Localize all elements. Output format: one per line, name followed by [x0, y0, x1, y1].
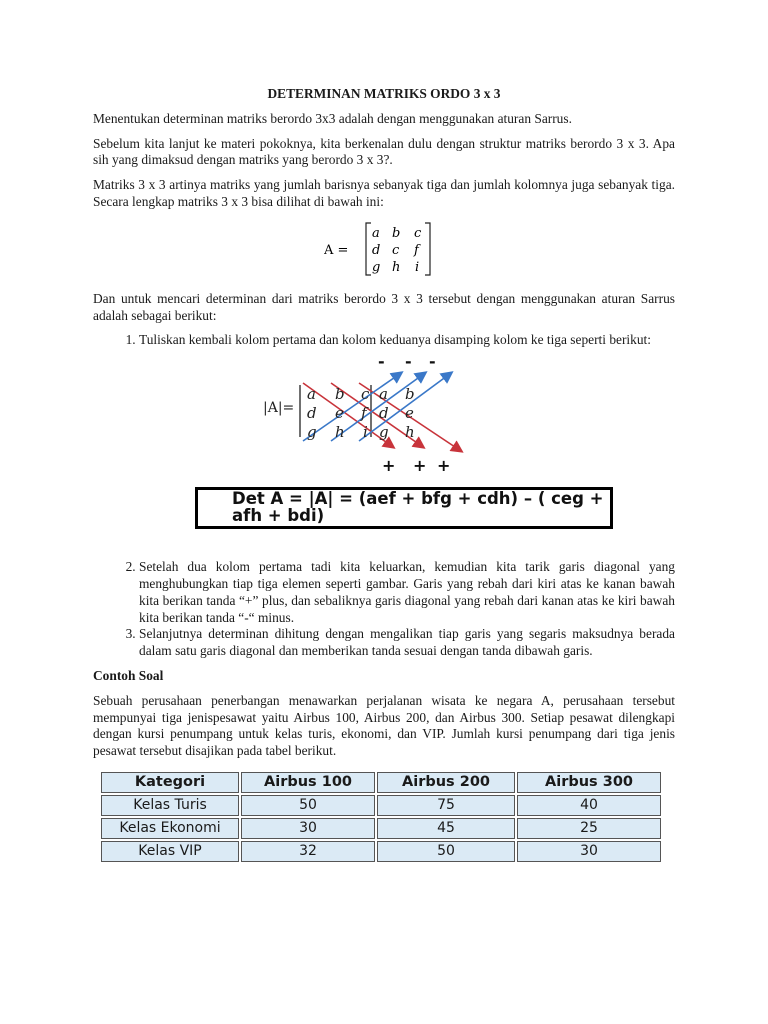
matrix-cell: c [414, 225, 422, 241]
table-cell: 30 [241, 818, 375, 839]
matrix-a [324, 219, 444, 279]
matrix-cell: i [415, 259, 420, 275]
table-cell: Kelas Turis [101, 795, 239, 816]
sarrus-cell: h [335, 423, 345, 442]
seat-table [99, 770, 663, 864]
det-label: |A|= [263, 400, 295, 417]
intro-paragraph: Menentukan determinan matriks berordo 3x3 adalah dengan menggunakan aturan Sarrus. [93, 110, 572, 126]
sarrus-cell: h [405, 423, 415, 442]
table-cell: 32 [241, 841, 375, 862]
table-row [101, 841, 661, 862]
table-header-row [101, 772, 661, 793]
matrix-cell: d [372, 242, 381, 258]
steps-list-continued [93, 559, 675, 660]
table-header: Airbus 200 [377, 772, 515, 793]
table-cell: Kelas Ekonomi [101, 818, 239, 839]
determinant-formula: Det A = |A| = (aef + bfg + cdh) – ( ceg + afh + bdi) [195, 487, 613, 529]
sarrus-cell: g [379, 423, 389, 442]
table-cell: 25 [517, 818, 661, 839]
table-cell: 40 [517, 795, 661, 816]
matrix-cell: h [392, 259, 401, 275]
right-bracket [425, 223, 430, 275]
table-header: Airbus 300 [517, 772, 661, 793]
matrix-cell: a [372, 225, 380, 241]
sarrus-cell: b [405, 385, 415, 404]
matrix-cell: b [392, 225, 401, 241]
sarrus-cell: d [379, 404, 389, 423]
minus-sign: - [405, 355, 412, 372]
table-row [101, 795, 661, 816]
plus-sign: + [437, 456, 451, 476]
paragraph-sarrus-intro: Dan untuk mencari determinan dari matriks berordo 3 x 3 tersebut dengan menggunakan aturan Sarrus adalah sebagai berikut: [93, 290, 675, 323]
table-cell: 50 [241, 795, 375, 816]
step-item: 3. Selanjutnya determinan dihitung dengan mengalikan tiap garis yang segaris maksudnya berada dalam satu garis diagonal dan memberikan tanda sesuai dengan tanda dibawah garis. [139, 626, 675, 660]
sarrus-figure [93, 355, 675, 553]
matrix-label: A = [324, 242, 349, 258]
example-heading: Contoh Soal [93, 667, 164, 683]
table-row [101, 818, 661, 839]
matrix-cell: g [372, 259, 381, 275]
step-item: 1. Tuliskan kembali kolom pertama dan kolom keduanya disamping kolom ke tiga seperti berikut: [139, 332, 675, 349]
paragraph-structure: Sebelum kita lanjut ke materi pokoknya, kita berkenalan dulu dengan struktur matriks berordo 3 x 3. Apa sih yang dimaksud dengan matriks yang berordo 3 x 3?. [93, 135, 675, 168]
paragraph-definition: Matriks 3 x 3 artinya matriks yang jumlah barisnya sebanyak tiga dan jumlah kolomnya juga sebanyak tiga. Secara lengkap matriks 3 x 3 bisa dilihat di bawah ini: [93, 177, 675, 209]
sarrus-cell: g [307, 423, 317, 442]
sarrus-cell: i [363, 423, 368, 442]
matrix-cell: c [392, 242, 400, 258]
plus-sign: + [382, 456, 396, 476]
sarrus-cell: b [335, 385, 345, 404]
table-cell: 45 [377, 818, 515, 839]
page-title: DETERMINAN MATRIKS ORDO 3 x 3 [267, 86, 501, 101]
plus-sign: + [413, 456, 427, 476]
minus-sign: - [429, 355, 436, 372]
sarrus-cell: f [361, 404, 367, 423]
sarrus-cell: a [379, 385, 388, 404]
table-cell: 75 [377, 795, 515, 816]
steps-list [93, 332, 675, 349]
step-item: 2. Setelah dua kolom pertama tadi kita keluarkan, kemudian kita tarik garis diagonal yang menghubungkan tiap tiga elemen seperti gambar. Garis yang rebah dari kiri atas ke kanan bawah kita berikan tanda “+” plus, dan sebaliknya garis diagonal yang rebah dari kanan atas ke kiri bawah kita berikan tanda “-“ minus. [139, 559, 675, 626]
table-cell: Kelas VIP [101, 841, 239, 862]
sarrus-cell: c [361, 385, 370, 404]
sarrus-cell: d [307, 404, 317, 423]
table-header: Airbus 100 [241, 772, 375, 793]
document-page [93, 86, 675, 864]
minus-sign: - [378, 355, 385, 372]
table-cell: 30 [517, 841, 661, 862]
example-paragraph: Sebuah perusahaan penerbangan menawarkan perjalanan wisata ke negara A, perusahaan tersebut mempunyai tiga jenispesawat yaitu Airbus 100, Airbus 200, dan Airbus 300. Setiap pesawat dilengkapi dengan kursi penumpang untuk kelas turis, ekonomi, dan VIP. Jumlah kursi penumpang dari tiga jenis pesawat tersebut disajikan pada tabel berikut. [93, 692, 675, 759]
table-header: Kategori [101, 772, 239, 793]
sarrus-cell: a [307, 385, 316, 404]
left-bracket [366, 223, 371, 275]
table-cell: 50 [377, 841, 515, 862]
sarrus-cell: e [335, 404, 344, 423]
sarrus-cell: e [405, 404, 414, 423]
matrix-cell: f [414, 242, 419, 258]
sarrus-diagram [263, 355, 483, 480]
matrix-figure [93, 219, 675, 279]
